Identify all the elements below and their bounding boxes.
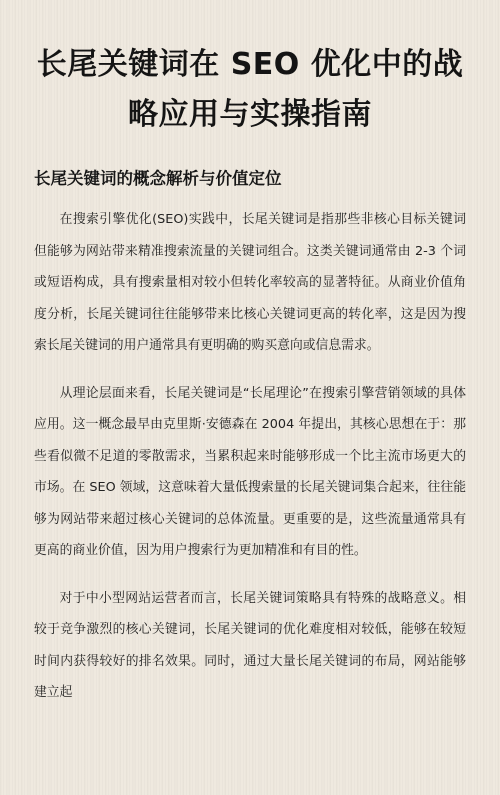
article-title: 长尾关键词在 SEO 优化中的战略应用与实操指南 [36, 47, 464, 132]
paragraph-2: 从理论层面来看，长尾关键词是“长尾理论”在搜索引擎营销领域的具体应用。这一概念最早由克里斯·安德森在 2004 年提出，其核心思想在于：那些看似微不足道的零散需求，当累积起来时能够形成一个比主流市场更大的市场。在 SEO 领域，这意味着大量低搜索量的长尾关键词集合起来，往往能够为网站带来超过核心关键词的总体流量。更重要的是，这些流量通常具有更高的商业价值，因为用户搜索行为更加精准和有目的性。 [34, 385, 466, 558]
paragraph-1: 在搜索引擎优化(SEO)实践中，长尾关键词是指那些非核心目标关键词但能够为网站带来精准搜索流量的关键词组合。这类关键词通常由 2-3 个词或短语构成，具有搜索量相对较小但转化率较高的显著特征。从商业价值角度分析，长尾关键词往往能够带来比核心关键词更高的转化率，这是因为搜索长尾关键词的用户通常具有更明确的购买意向或信息需求。 [34, 212, 466, 353]
section-heading: 长尾关键词的概念解析与价值定位 [34, 169, 282, 188]
paragraph-3: 对于中小型网站运营者而言，长尾关键词策略具有特殊的战略意义。相较于竞争激烈的核心关键词，长尾关键词的优化难度相对较低，能够在较短时间内获得较好的排名效果。同时，通过大量长尾关键词的布局，网站能够建立起 [34, 590, 466, 700]
